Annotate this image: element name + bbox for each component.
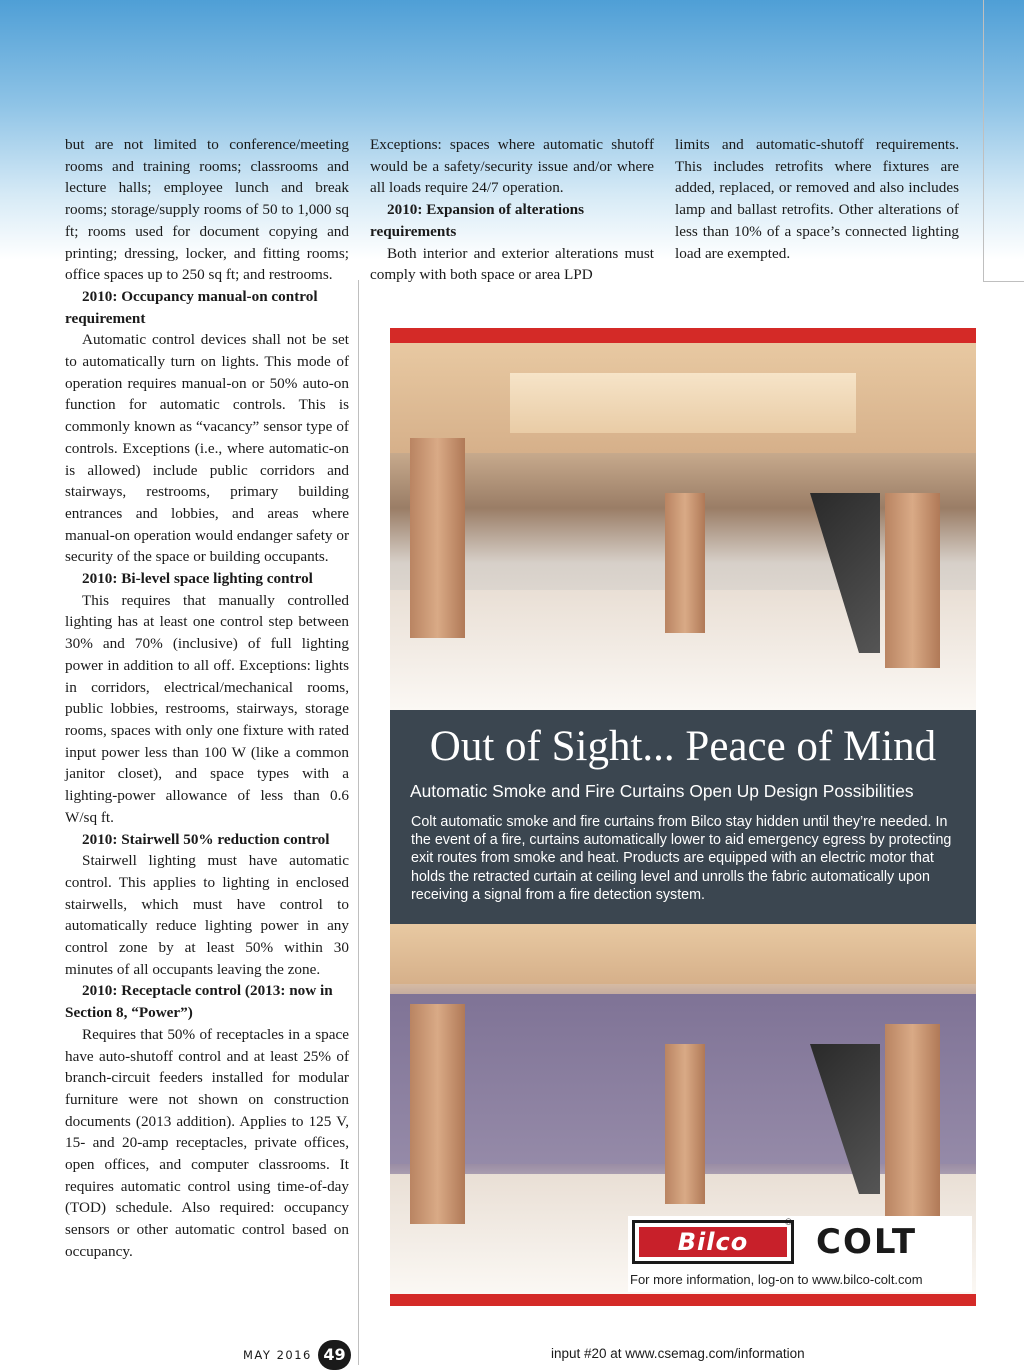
reader-input-line: input #20 at www.csemag.com/information <box>551 1346 805 1361</box>
section-heading: 2010: Receptacle control (2013: now in Section 8, “Power”) <box>65 982 333 1022</box>
ad-text-panel <box>390 710 976 924</box>
pillar <box>885 1024 940 1224</box>
ad-info-link[interactable]: For more information, log-on to www.bilco-colt.com <box>630 1272 923 1287</box>
article-column-3 <box>675 134 959 264</box>
section-heading: 2010: Expansion of alterations requirements <box>370 201 585 240</box>
registered-mark: ® <box>784 1218 793 1228</box>
ad-top-bar <box>390 328 976 343</box>
paragraph: Automatic control devices shall not be set to automatically turn on lights. This mode of operation requires manual-on or 50% auto-on function for automatic controls. This is commonly known as “vacancy” sensor type of controls. Exceptions (i.e., where automatic-on is allowed) include public corridors and stairways, restrooms, primary building entrances and lobbies, and areas where manual-on operation would endanger safety or security of the space or building occupants. <box>65 331 349 566</box>
advertisement[interactable] <box>390 328 976 1306</box>
ad-bottom-bar <box>390 1294 976 1306</box>
article-column-1 <box>65 134 349 1263</box>
ceiling-recess <box>510 373 856 433</box>
ceiling <box>390 924 976 984</box>
brand-logos[interactable] <box>628 1216 972 1292</box>
ad-body-text: Colt automatic smoke and fire curtains from Bilco stay hidden until they’re needed. In the event of a fire, curtains automatically lower to aid emergency egress by protecting exit routes from smoke and heat. Products are equipped with an electric motor that holds the retracted curtain at ceiling level and unrolls the fabric automatically upon receiving a signal from a fire detection system. <box>411 814 952 903</box>
page-edge-line-horizontal <box>983 281 1024 282</box>
column-divider <box>358 280 359 1365</box>
pillar <box>410 438 465 638</box>
section-heading: 2010: Stairwell 50% reduction control <box>82 830 330 848</box>
paragraph: This requires that manually controlled lighting has at least one control step between 30% and 70% (inclusive) of full lighting power in addition to all off. Exceptions: lights in corridors, electrical/mechanical rooms, public lobbies, restrooms, stairways, storage rooms, spaces with only one fixture with rated input power less than 100 W (like a common janitor closet), and space types with a lighting-power allowance of less than 0.6 W/sq ft. <box>65 591 349 826</box>
issue-date: MAY 2016 <box>243 1348 312 1362</box>
pillar <box>410 1004 465 1224</box>
pillar <box>665 493 705 633</box>
section-heading: 2010: Bi-level space lighting control <box>82 570 313 588</box>
article-column-2 <box>370 134 654 286</box>
paragraph: Exceptions: spaces where automatic shutoff would be a safety/security issue and/or where all loads require 24/7 operation. <box>370 136 654 197</box>
paragraph: limits and automatic-shutoff requirements. This includes retrofits where fixtures are added, replaced, or removed and also includes lamp and ballast retrofits. Other alterations of less than 10% of a space’s connected lighting load are exempted. <box>675 136 959 262</box>
pillar <box>885 493 940 668</box>
ad-headline: Out of Sight... Peace of Mind <box>429 723 937 770</box>
paragraph: Both interior and exterior alterations must comply with both space or area LPD <box>370 244 654 284</box>
colt-logo: COLT <box>816 1222 918 1262</box>
bilco-logo <box>632 1220 794 1264</box>
paragraph: Stairwell lighting must have automatic control. This applies to lighting in enclosed stairwells, which must have control to automatically reduce lighting power in any control zone by at least 50% within 30 minutes of all occupants leaving the zone. <box>65 852 349 978</box>
bilco-wordmark: Bilco <box>639 1227 787 1257</box>
section-heading: 2010: Occupancy manual-on control requirement <box>65 287 318 327</box>
page-number: 49 <box>318 1340 351 1370</box>
paragraph: Requires that 50% of receptacles in a space have auto-shutoff control and at least 25% of branch-circuit feeders installed for modular furniture were not shown on construction documents (2013 addition). Applies to 125 V, 15- and 20-amp receptacles, private offices, open offices, and computer classrooms. It requires automatic control using time-of-day (TOD) schedule. Also required: occupancy sensors or other automatic control based on occupancy. <box>65 1025 349 1260</box>
page-edge-line <box>983 0 984 282</box>
ad-subheadline: Automatic Smoke and Fire Curtains Open Up Design Possibilities <box>410 781 914 801</box>
pillar <box>665 1044 705 1204</box>
paragraph: but are not limited to conference/meeting rooms and training rooms; classrooms and lecture halls; employee lunch and break rooms; storage/supply rooms of 50 to 1,000 sq ft; rooms used for document copying and printing; dressing, locker, and fitting rooms; office spaces up to 250 sq ft; and restrooms. <box>65 136 349 284</box>
mall-photo-open <box>390 343 976 710</box>
